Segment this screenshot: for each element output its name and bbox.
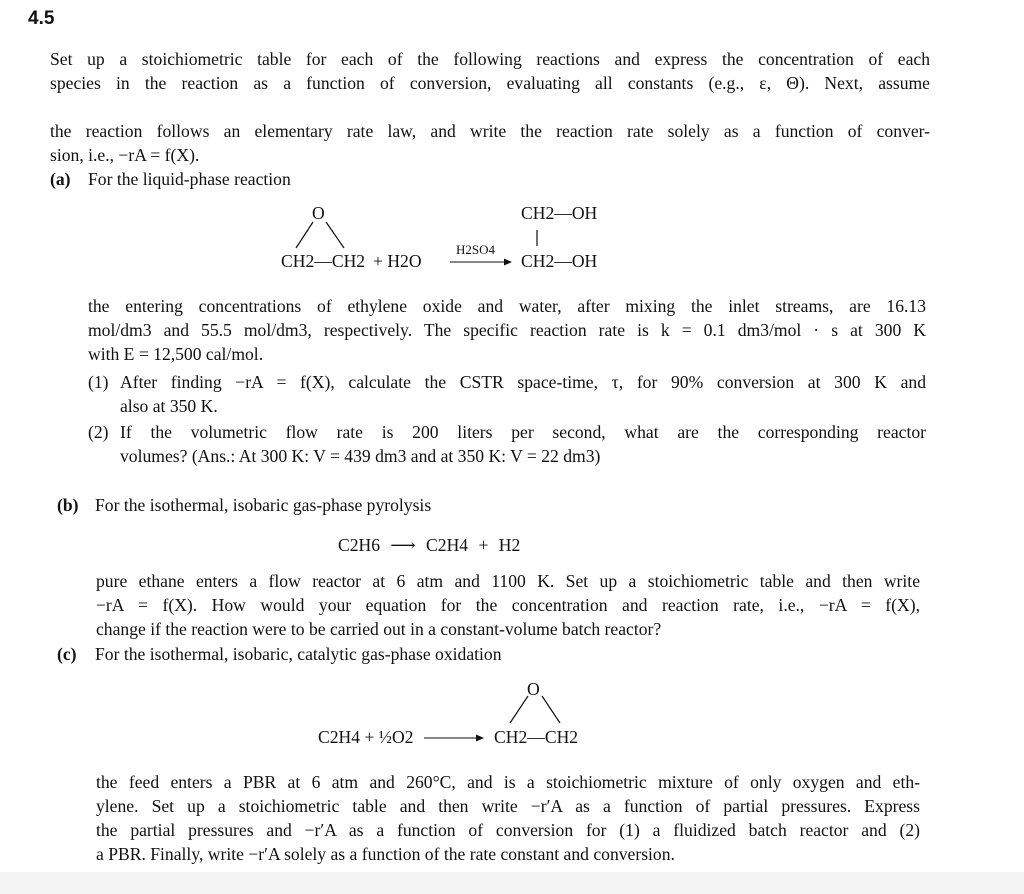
q1-label: (1) [88, 372, 109, 392]
part-a-line-1: the entering concentrations of ethylene oxide and water, after mixing the inlet streams, are 16.13 [88, 296, 926, 316]
part-b-paragraph [96, 569, 920, 641]
part-c-heading: For the isothermal, isobaric, catalytic gas-phase oxidation [95, 644, 502, 664]
catalyst-label: H2SO4 [456, 242, 496, 257]
part-c-heading-row [57, 642, 502, 666]
part-c-line-2: ylene. Set up a stoichiometric table and then write −r′A as a function of partial pressures. Express [96, 796, 920, 816]
reactant-ethylene-oxide: CH2—CH2 [281, 251, 366, 271]
part-a-paragraph [88, 294, 926, 366]
part-b-line-1: pure ethane enters a flow reactor at 6 atm and 1100 K. Set up a stoichiometric table and then write [96, 571, 920, 591]
intro-line-1: Set up a stoichiometric table for each of the following reactions and express the concentration of each [50, 49, 930, 69]
reaction-arrowhead-c [476, 735, 484, 742]
part-a-question-1 [88, 370, 926, 418]
part-a-label: (a) [50, 169, 71, 189]
q2-line-2: volumes? (Ans.: At 300 K: V = 439 dm3 and at 350 K: V = 22 dm3) [120, 446, 601, 466]
part-a-question-2 [88, 420, 926, 468]
intro-paragraph [50, 47, 930, 95]
problem-number: 4.5 [28, 8, 55, 29]
part-c-line-1: the feed enters a PBR at 6 atm and 260°C, and is a stoichiometric mixture of only oxygen and eth- [96, 772, 920, 792]
product-bottom: CH2—OH [521, 251, 598, 271]
q2-line-1: If the volumetric flow rate is 200 liters per second, what are the corresponding reactor [120, 422, 926, 442]
part-a-line-3: with E = 12,500 cal/mol. [88, 344, 264, 364]
part-c-product: CH2—CH2 [494, 727, 579, 747]
q1-line-1: After finding −rA = f(X), calculate the CSTR space-time, τ, for 90% conversion at 300 K and [120, 372, 926, 392]
intro-line-2: species in the reaction as a function of conversion, evaluating all constants (e.g., ε, Θ). Next, assume [50, 73, 930, 93]
intro-paragraph-2 [50, 119, 930, 167]
part-c-line-3: the partial pressures and −r′A as a function of conversion for (1) a fluidized batch reactor and (2) [96, 820, 920, 840]
epoxide-c-bond-left [510, 696, 528, 723]
epoxide-bond-right [326, 222, 344, 248]
part-a-reaction-diagram [0, 196, 1024, 286]
part-c-paragraph [96, 770, 920, 866]
part-b-reaction: C2H6 ⟶ C2H4 + H2 [338, 535, 521, 555]
part-a-line-2: mol/dm3 and 55.5 mol/dm3, respectively. The specific reaction rate is k = 0.1 dm3/mol · s at 300 K [88, 320, 926, 340]
reactant-water: + H2O [373, 251, 422, 271]
part-b-heading: For the isothermal, isobaric gas-phase pyrolysis [95, 495, 432, 515]
part-a-heading: For the liquid-phase reaction [88, 169, 291, 189]
part-b-line-3: change if the reaction were to be carried out in a constant-volume batch reactor? [96, 619, 662, 639]
part-c-label: (c) [57, 644, 77, 664]
reaction-arrowhead-a [504, 259, 512, 266]
epoxide-c-bond-right [542, 696, 560, 723]
epoxide-bond-left [296, 222, 313, 248]
intro-line-3: the reaction follows an elementary rate law, and write the reaction rate solely as a function of conver- [50, 121, 930, 141]
intro-line-4: sion, i.e., −rA = f(X). [50, 145, 200, 165]
epoxide-oxygen-c: O [527, 679, 540, 699]
part-c-line-4: a PBR. Finally, write −r′A solely as a function of the rate constant and conversion. [96, 844, 675, 864]
part-b-heading-row [57, 493, 431, 517]
q1-line-2: also at 350 K. [120, 396, 218, 416]
q2-label: (2) [88, 422, 109, 442]
page-bottom-shade [0, 872, 1024, 894]
epoxide-oxygen-a: O [312, 203, 325, 223]
product-top: CH2—OH [521, 203, 598, 223]
part-c-reactants: C2H4 + ½O2 [318, 727, 414, 747]
part-a-heading-row [50, 167, 291, 191]
part-b-label: (b) [57, 495, 79, 515]
part-b-line-2: −rA = f(X). How would your equation for the concentration and reaction rate, i.e., −rA = f(X), [96, 595, 920, 615]
